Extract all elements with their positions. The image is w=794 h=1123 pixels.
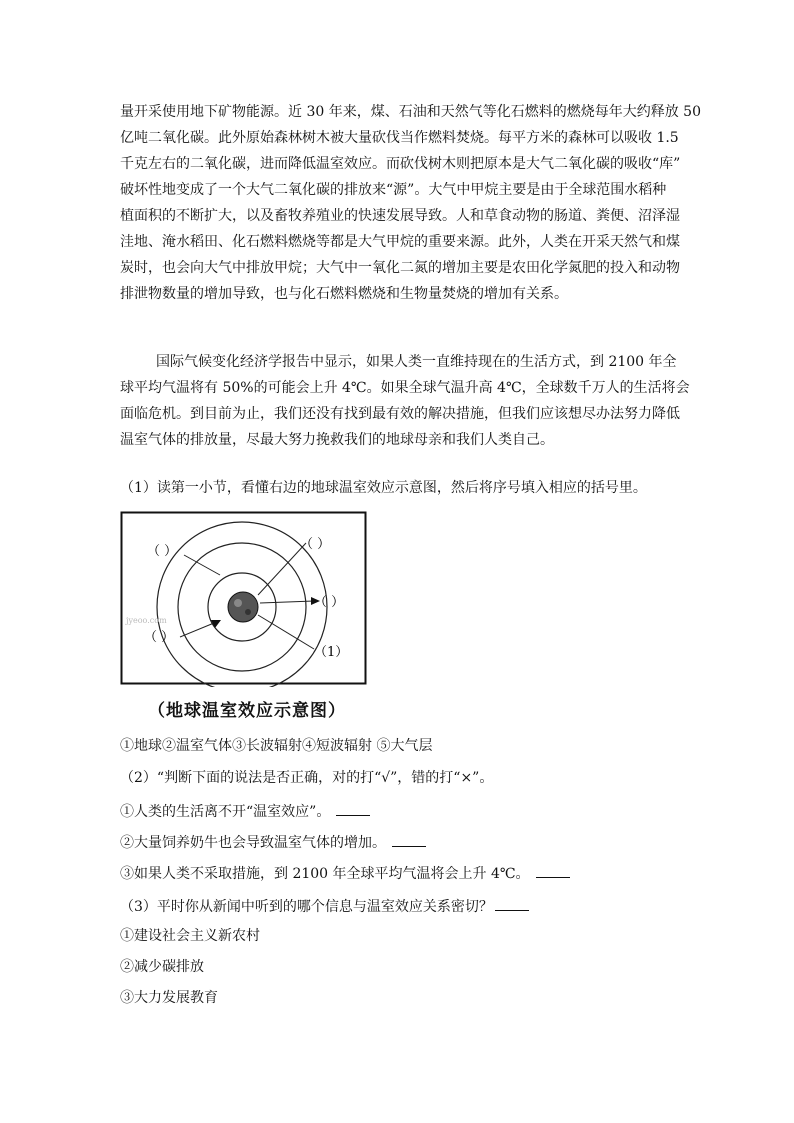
text-line: 排泄物数量的增加导致，也与化石燃料燃烧和生物量焚烧的增加有关系。 [120,286,568,302]
label-earth: （1） [314,645,349,660]
answer-blank[interactable] [392,832,426,847]
answer-blank[interactable] [536,863,570,878]
text-line: 破坏性地变成了一个大气二氧化碳的排放来“源”。大气中甲烷主要是由于全球范围水稻种 [120,182,667,198]
q3-option-1: ①建设社会主义新农村 [120,928,260,944]
paragraph-1 [120,99,701,307]
blank-label-right: （ ） [314,595,345,610]
text-line: 千克左右的二氧化碳，进而降低温室效应。而砍伐树木则把原本是大气二氧化碳的吸收“库” [120,156,681,172]
question-1: （1）读第一小节，看懂右边的地球温室效应示意图，然后将序号填入相应的括号里。 [120,480,647,496]
earth-spot-icon [234,599,242,607]
watermark: jyeoo.com [126,616,167,625]
blank-label-top: （ ） [300,537,331,552]
answer-blank[interactable] [495,896,529,911]
text-line: 炭时，也会向大气中排放甲烷；大气中一氧化二氮的增加主要是农田化学氮肥的投入和动物 [120,260,680,276]
paragraph-2 [120,349,690,453]
options-1: ①地球②温室气体③长波辐射④短波辐射 ⑤大气层 [120,738,433,754]
q2-item-text: ①人类的生活离不开“温室效应”。 [120,804,331,820]
blank-label-left: （ ） [144,630,175,645]
diagram-svg [120,511,368,687]
q3-option-3: ③大力发展教育 [120,990,218,1006]
q2-item-2 [120,832,426,853]
blank-label-outer: （ ） [147,544,178,559]
q2-item-3 [120,863,570,884]
greenhouse-diagram [120,511,368,687]
question-3 [120,896,529,917]
question-2: （2）“判断下面的说法是否正确，对的打“√”，错的打“×”。 [120,770,494,786]
text-line: 国际气候变化经济学报告中显示，如果人类一直维持现在的生活方式，到 2100 年全 [156,354,677,370]
text-line: 量开采使用地下矿物能源。近 30 年来，煤、石油和天然气等化石燃料的燃烧每年大约释放 50 [120,104,701,120]
q2-item-1 [120,801,370,822]
text-line: 亿吨二氧化碳。此外原始森林树木被大量砍伐当作燃料焚烧。每平方米的森林可以吸收 1.5 [120,130,679,146]
earth-spot-icon [245,609,251,615]
text-line: 温室气体的排放量，尽最大努力挽救我们的地球母亲和我们人类自己。 [120,432,554,448]
question-3-text: （3）平时你从新闻中听到的哪个信息与温室效应关系密切？ [120,899,493,915]
text-line: 球平均气温将有 50%的可能会上升 4℃。如果全球气温升高 4℃，全球数千万人的生活将会 [120,380,690,396]
figure-caption: （地球温室效应示意图） [148,701,346,721]
text-line: 洼地、淹水稻田、化石燃料燃烧等都是大气甲烷的重要来源。此外，人类在开采天然气和煤 [120,234,680,250]
answer-blank[interactable] [336,801,370,816]
q3-option-2: ②减少碳排放 [120,959,204,975]
text-line: 植面积的不断扩大，以及畜牧养殖业的快速发展导致。人和草食动物的肠道、粪便、沼泽湿 [120,208,680,224]
earth-icon [228,592,258,622]
q2-item-text: ②大量饲养奶牛也会导致温室气体的增加。 [120,835,386,851]
text-line: 面临危机。到目前为止，我们还没有找到最有效的解决措施，但我们应该想尽办法努力降低 [120,406,680,422]
q2-item-text: ③如果人类不采取措施，到 2100 年全球平均气温将会上升 4℃。 [120,866,530,882]
